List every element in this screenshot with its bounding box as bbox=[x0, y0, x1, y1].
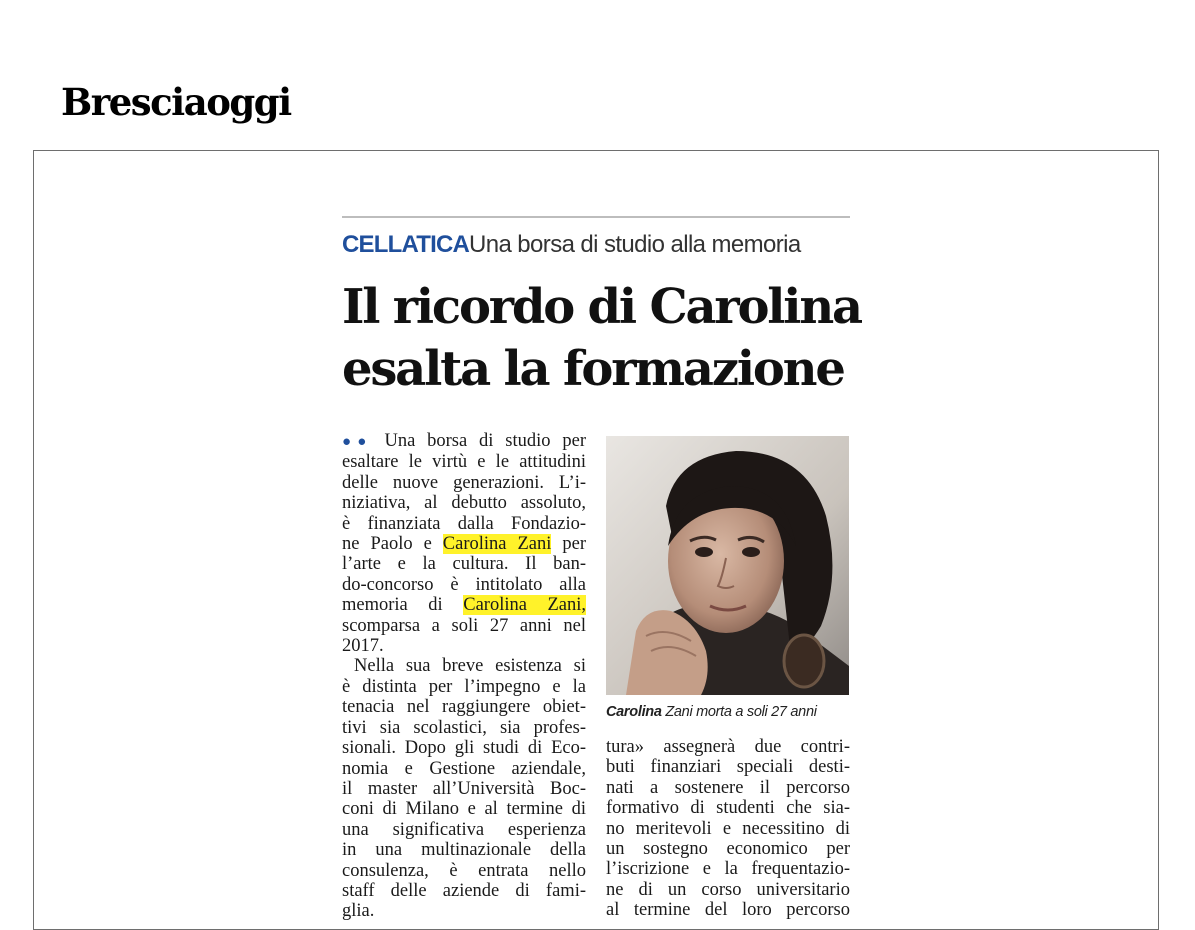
body-line: Nella sua breve esistenza si bbox=[354, 656, 586, 677]
body-line: delle nuove generazioni. L’i- bbox=[342, 472, 586, 493]
bullets-icon: ●● bbox=[342, 434, 373, 450]
clipping-frame bbox=[33, 150, 1159, 930]
kicker-text: Una borsa di studio alla memoria bbox=[469, 231, 801, 258]
article-column-1 bbox=[342, 431, 586, 922]
body-line: l’iscrizione e la frequentazio- bbox=[606, 859, 850, 880]
body-line: niziativa, al debutto assoluto, bbox=[342, 493, 586, 514]
body-line: l’arte e la cultura. Il ban- bbox=[342, 554, 586, 575]
headline-line-1: Il ricordo di Carolina bbox=[342, 279, 861, 335]
body-line: glia. bbox=[342, 901, 375, 922]
body-line: al termine del loro percorso bbox=[606, 900, 850, 921]
body-line: memoria di Carolina Zani, bbox=[342, 595, 586, 616]
body-line: 2017. bbox=[342, 636, 384, 657]
body-line: sionali. Dopo gli studi di Eco- bbox=[342, 738, 586, 759]
body-line: no meritevoli e necessitino di bbox=[606, 818, 850, 839]
body-line: staff delle aziende di fami- bbox=[342, 880, 586, 901]
body-line: ne Paolo e Carolina Zani per bbox=[342, 534, 587, 555]
body-line: buti finanziari speciali desti- bbox=[606, 757, 850, 778]
body-line: un sostegno economico per bbox=[606, 839, 850, 860]
body-line: una significativa esperienza bbox=[342, 819, 586, 840]
body-line: do-concorso è intitolato alla bbox=[342, 574, 586, 595]
headline bbox=[342, 276, 861, 400]
body-line: formativo di studenti che sia- bbox=[606, 798, 850, 819]
kicker bbox=[342, 230, 801, 260]
body-line: ●● Una borsa di studio per bbox=[342, 431, 587, 451]
body-line: il master all’Università Boc- bbox=[342, 778, 586, 799]
body-line: esaltare le virtù e le attitudini bbox=[342, 452, 586, 473]
article-column-2 bbox=[606, 737, 850, 921]
caption-name: Carolina bbox=[606, 704, 662, 720]
masthead-logo: Bresciaoggi bbox=[61, 80, 291, 124]
body-line: ne di un corso universitario bbox=[606, 879, 850, 900]
body-line: è distinta per l’impegno e la bbox=[342, 676, 586, 697]
highlighted-name: Carolina Zani, bbox=[463, 595, 586, 616]
body-line: tenacia nel raggiungere obiet- bbox=[342, 697, 586, 718]
caption-text: Zani morta a soli 27 anni bbox=[661, 704, 817, 720]
portrait-photo bbox=[606, 436, 849, 695]
highlighted-name: Carolina Zani bbox=[442, 534, 552, 555]
portrait-icon bbox=[606, 436, 849, 695]
body-line: scomparsa a soli 27 anni nel bbox=[342, 615, 586, 636]
body-line: è finanziata dalla Fondazio- bbox=[342, 513, 586, 534]
body-line: coni di Milano e al termine di bbox=[342, 799, 586, 820]
body-line: consulenza, è entrata nello bbox=[342, 860, 586, 881]
photo-caption bbox=[606, 703, 817, 721]
headline-line-2: esalta la formazione bbox=[342, 341, 844, 397]
kicker-rule bbox=[342, 216, 850, 218]
body-line: tura» assegnerà due contri- bbox=[606, 737, 850, 757]
body-line: nomia e Gestione aziendale, bbox=[342, 758, 586, 779]
kicker-place: CELLATICA bbox=[342, 231, 470, 258]
body-line: tivi sia scolastici, sia profes- bbox=[342, 717, 586, 738]
body-line: nati a sostenere il percorso bbox=[606, 777, 850, 798]
body-line: in una multinazionale della bbox=[342, 840, 586, 861]
